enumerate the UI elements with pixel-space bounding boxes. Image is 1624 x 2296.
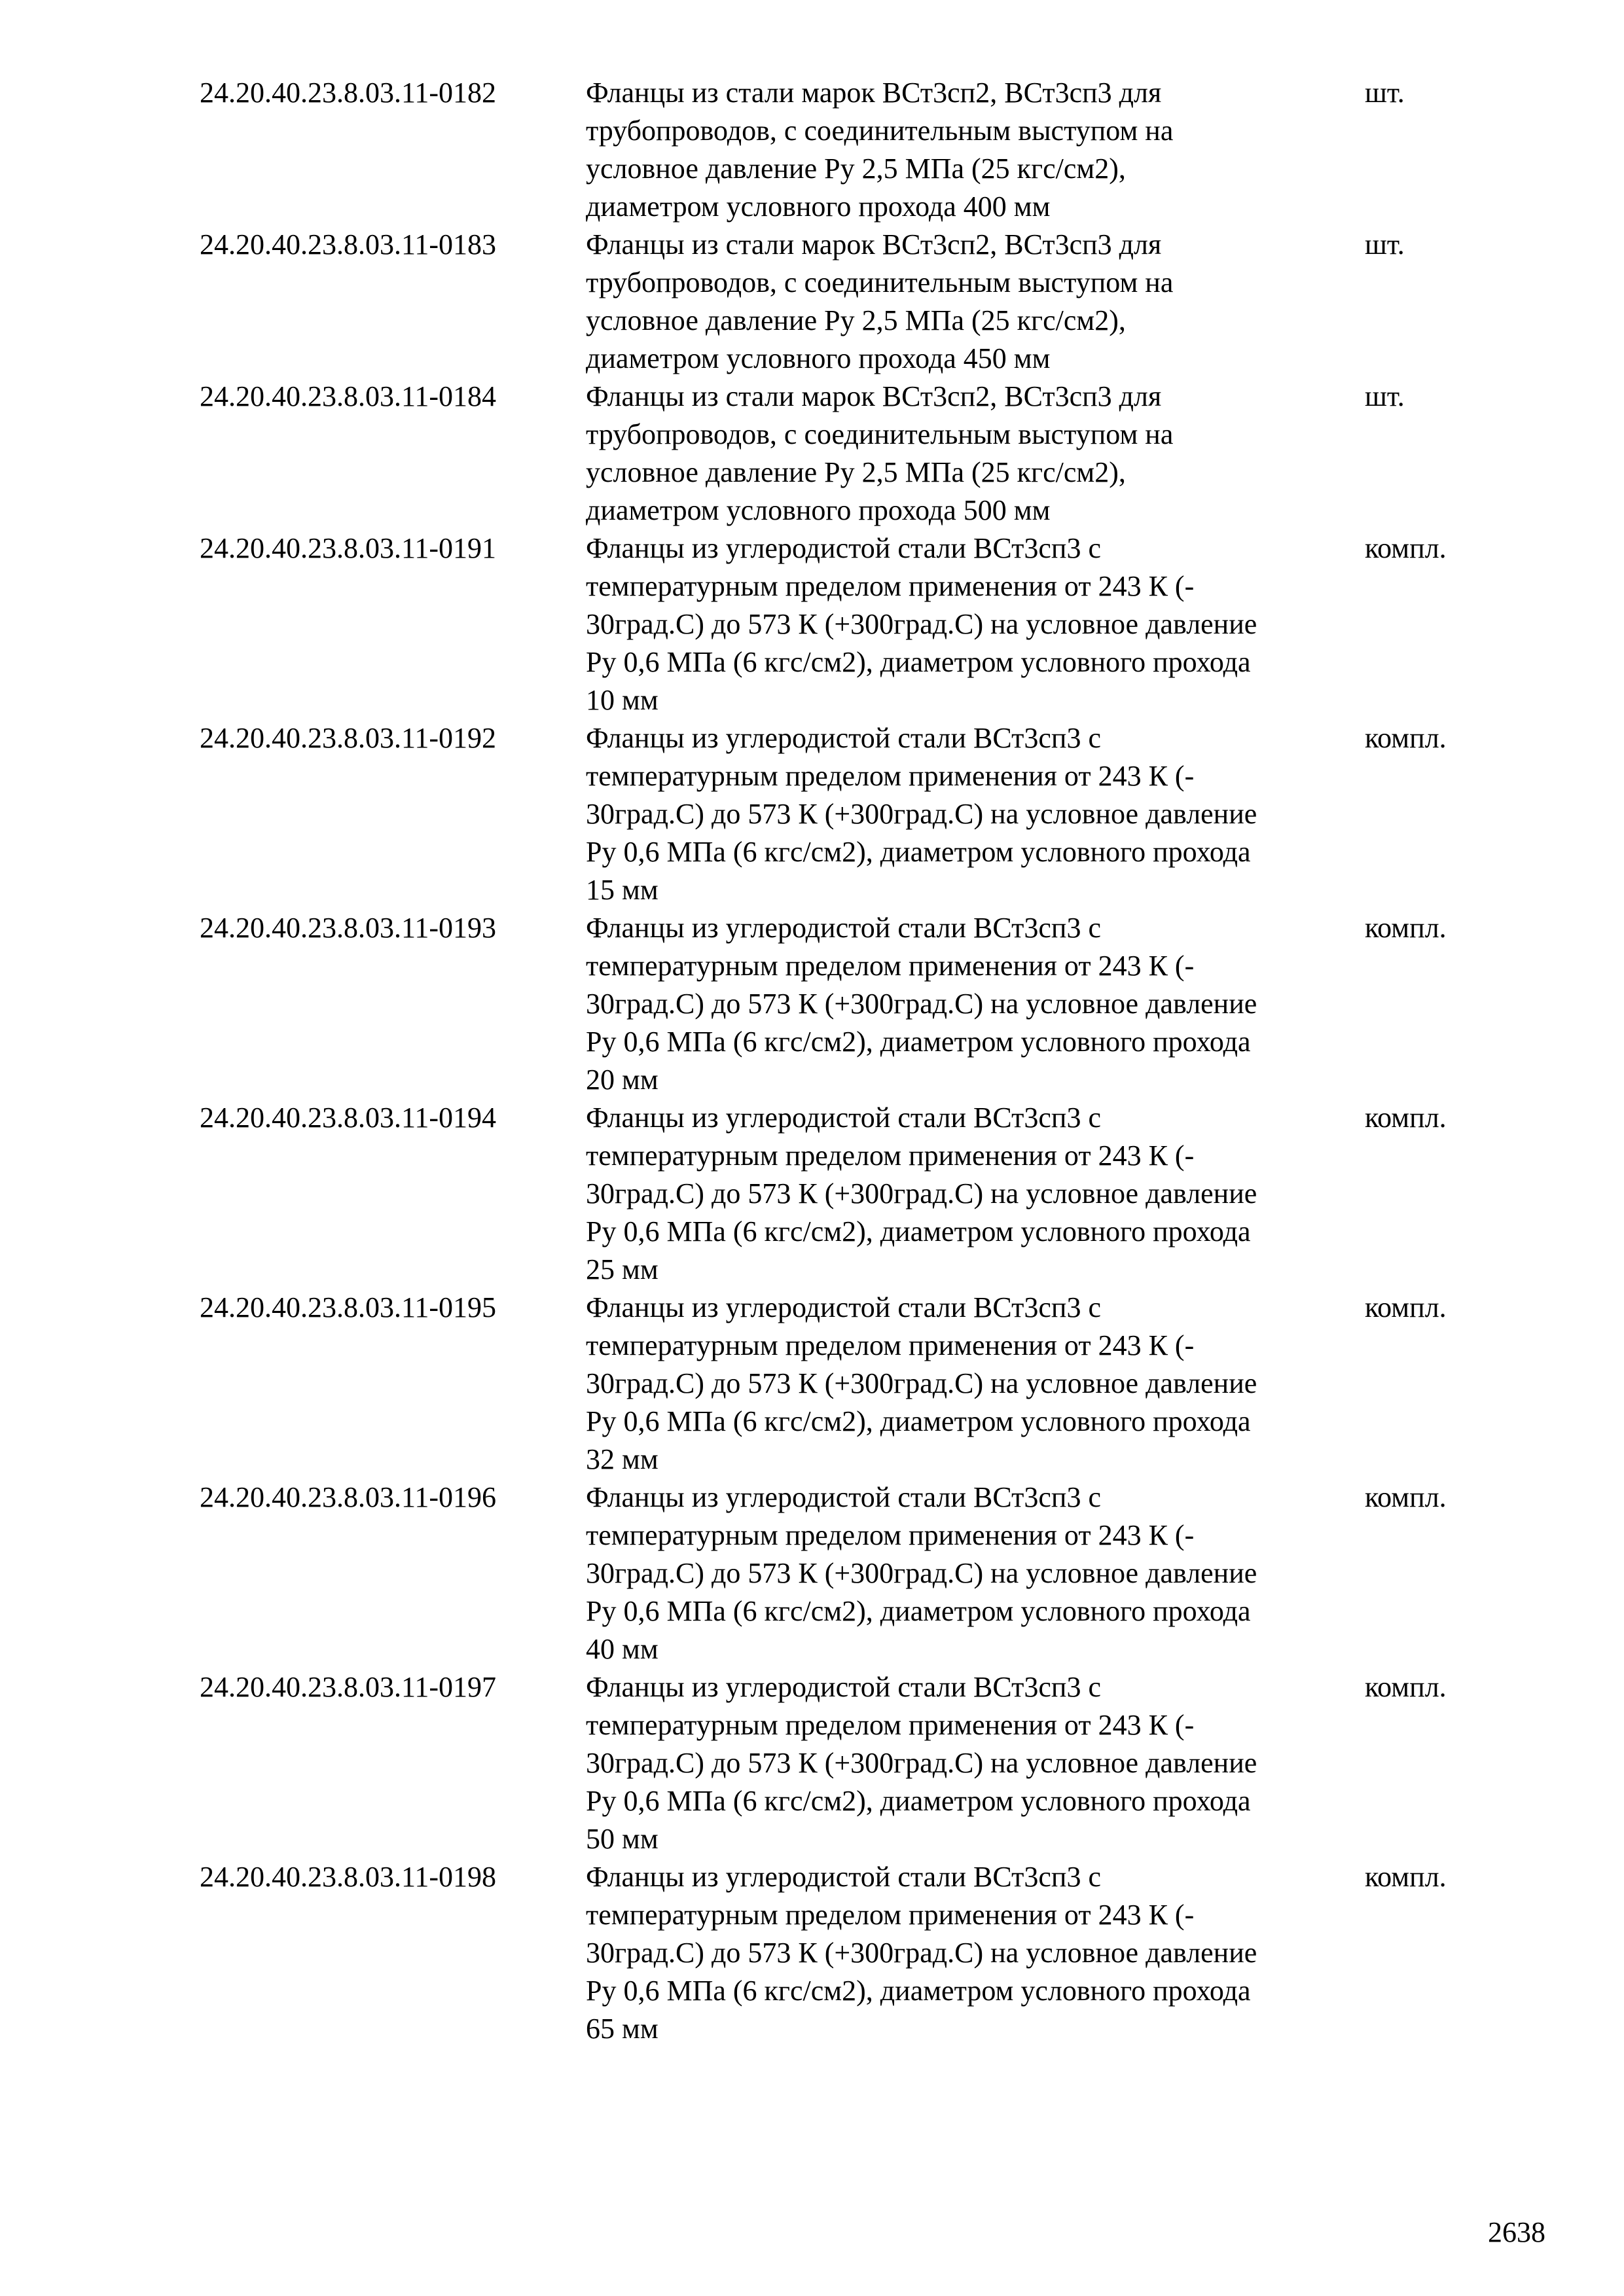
- table-row: [200, 529, 1509, 719]
- resource-list: [200, 74, 1509, 2048]
- table-row: [200, 1668, 1509, 1858]
- row-code: 24.20.40.23.8.03.11-0192: [200, 722, 497, 754]
- row-description: Фланцы из углеродистой стали ВСт3сп3 с температурным пределом применения от 243 К (- 30град.С) до 573 К (+300град.С) на условное давление Ру 0,6 МПа (6 кгс/см2), диаметром условного прохода 32 мм: [586, 1291, 1257, 1475]
- row-code: 24.20.40.23.8.03.11-0197: [200, 1671, 497, 1703]
- row-unit: компл.: [1365, 1102, 1447, 1134]
- row-description: Фланцы из углеродистой стали ВСт3сп3 с температурным пределом применения от 243 К (- 30град.С) до 573 К (+300град.С) на условное давление Ру 0,6 МПа (6 кгс/см2), диаметром условного прохода 25 мм: [586, 1102, 1257, 1285]
- row-description: Фланцы из углеродистой стали ВСт3сп3 с температурным пределом применения от 243 К (- 30град.С) до 573 К (+300град.С) на условное давление Ру 0,6 МПа (6 кгс/см2), диаметром условного прохода 15 мм: [586, 722, 1257, 906]
- table-row: [200, 74, 1509, 226]
- row-unit: шт.: [1365, 380, 1405, 412]
- row-code: 24.20.40.23.8.03.11-0184: [200, 380, 497, 412]
- table-row: [200, 1858, 1509, 2048]
- row-unit: шт.: [1365, 228, 1405, 260]
- table-row: [200, 1479, 1509, 1668]
- row-unit: компл.: [1365, 1861, 1447, 1893]
- row-unit: шт.: [1365, 77, 1405, 109]
- row-unit: компл.: [1365, 532, 1447, 564]
- row-code: 24.20.40.23.8.03.11-0195: [200, 1291, 497, 1323]
- row-unit: компл.: [1365, 912, 1447, 944]
- table-row: [200, 1289, 1509, 1479]
- row-description: Фланцы из углеродистой стали ВСт3сп3 с температурным пределом применения от 243 К (- 30град.С) до 573 К (+300град.С) на условное давление Ру 0,6 МПа (6 кгс/см2), диаметром условного прохода 50 мм: [586, 1671, 1257, 1855]
- row-code: 24.20.40.23.8.03.11-0191: [200, 532, 497, 564]
- row-description: Фланцы из стали марок ВСт3сп2, ВСт3сп3 для трубопроводов, с соединительным выступом на условное давление Ру 2,5 МПа (25 кгс/см2), диаметром условного прохода 450 мм: [586, 228, 1174, 374]
- row-unit: компл.: [1365, 1671, 1447, 1703]
- row-description: Фланцы из углеродистой стали ВСт3сп3 с температурным пределом применения от 243 К (- 30град.С) до 573 К (+300град.С) на условное давление Ру 0,6 МПа (6 кгс/см2), диаметром условного прохода 65 мм: [586, 1861, 1257, 2045]
- row-description: Фланцы из стали марок ВСт3сп2, ВСт3сп3 для трубопроводов, с соединительным выступом на условное давление Ру 2,5 МПа (25 кгс/см2), диаметром условного прохода 400 мм: [586, 77, 1174, 223]
- page-number: 2638: [1488, 2216, 1545, 2248]
- table-row: [200, 378, 1509, 529]
- row-code: 24.20.40.23.8.03.11-0196: [200, 1481, 497, 1513]
- table-row: [200, 226, 1509, 378]
- row-code: 24.20.40.23.8.03.11-0193: [200, 912, 497, 944]
- row-unit: компл.: [1365, 722, 1447, 754]
- row-description: Фланцы из углеродистой стали ВСт3сп3 с температурным пределом применения от 243 К (- 30град.С) до 573 К (+300град.С) на условное давление Ру 0,6 МПа (6 кгс/см2), диаметром условного прохода 10 мм: [586, 532, 1257, 716]
- row-unit: компл.: [1365, 1291, 1447, 1323]
- row-description: Фланцы из стали марок ВСт3сп2, ВСт3сп3 для трубопроводов, с соединительным выступом на условное давление Ру 2,5 МПа (25 кгс/см2), диаметром условного прохода 500 мм: [586, 380, 1174, 526]
- table-row: [200, 719, 1509, 909]
- row-code: 24.20.40.23.8.03.11-0183: [200, 228, 497, 260]
- row-description: Фланцы из углеродистой стали ВСт3сп3 с температурным пределом применения от 243 К (- 30град.С) до 573 К (+300град.С) на условное давление Ру 0,6 МПа (6 кгс/см2), диаметром условного прохода 40 мм: [586, 1481, 1257, 1665]
- row-unit: компл.: [1365, 1481, 1447, 1513]
- row-code: 24.20.40.23.8.03.11-0198: [200, 1861, 497, 1893]
- row-code: 24.20.40.23.8.03.11-0194: [200, 1102, 497, 1134]
- row-description: Фланцы из углеродистой стали ВСт3сп3 с температурным пределом применения от 243 К (- 30град.С) до 573 К (+300град.С) на условное давление Ру 0,6 МПа (6 кгс/см2), диаметром условного прохода 20 мм: [586, 912, 1257, 1096]
- table-row: [200, 909, 1509, 1099]
- row-code: 24.20.40.23.8.03.11-0182: [200, 77, 497, 109]
- table-row: [200, 1099, 1509, 1289]
